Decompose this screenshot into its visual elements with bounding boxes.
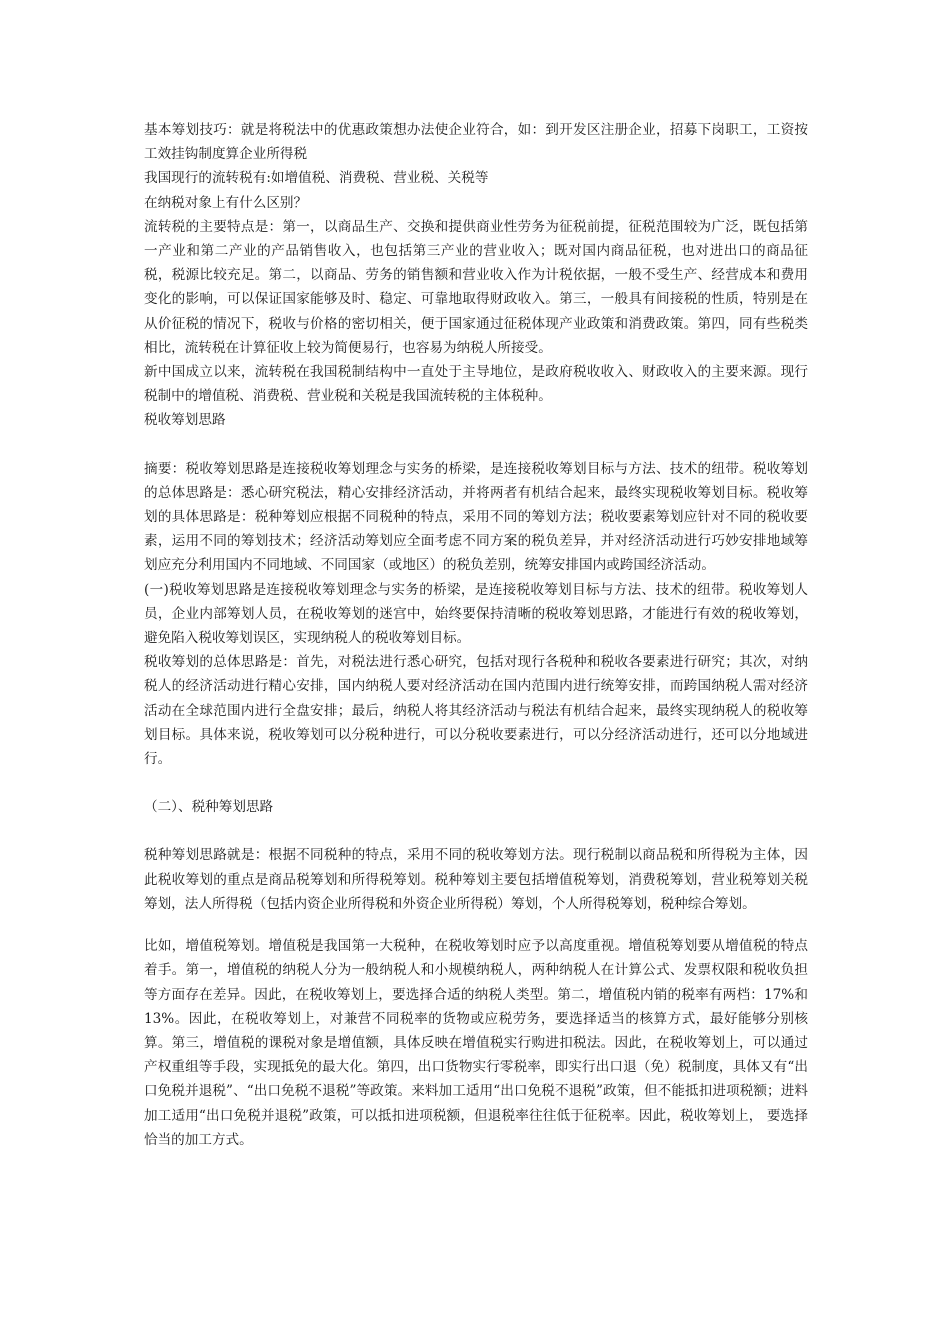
spacer bbox=[144, 819, 808, 843]
spacer bbox=[144, 771, 808, 795]
paragraph-question: 在纳税对象上有什么区别？ bbox=[144, 194, 308, 211]
spacer bbox=[144, 916, 808, 934]
spacer bbox=[144, 433, 808, 457]
paragraph-turnover-taxes: 我国现行的流转税有:如增值税、消费税、营业税、关税等 bbox=[144, 170, 489, 187]
paragraph-basic-techniques: 基本筹划技巧：就是将税法中的优惠政策想办法使企业符合，如：到开发区注册企业，招募下岗职工，工资按工效挂钩制度算企业所得税 bbox=[144, 122, 808, 163]
paragraph-overall-approach: 税收筹划的总体思路是：首先，对税法进行悉心研究，包括对现行各税种和税收各要素进行研究；其次，对纳税人的经济活动进行精心安排，国内纳税人要对经济活动在国内范围内进行统筹安排，而跨国纳税人需对经济活动在全球范围内进行全盘安排；最后，纳税人将其经济活动与税法有机结合起来，最终实现纳税人的税收筹划目标。具体来说，税收筹划可以分税种进行，可以分税收要素进行，可以分经济活动进行，还可以分地域进行。 bbox=[144, 654, 808, 768]
paragraph-abstract: 摘要：税收筹划思路是连接税收筹划理念与实务的桥梁，是连接税收筹划目标与方法、技术的纽带。税收筹划的总体思路是：悉心研究税法，精心安排经济活动，并将两者有机结合起来，最终实现税收筹划目标。税收筹划的具体思路是：税种筹划应根据不同税种的特点，采用不同的筹划方法；税收要素筹划应针对不同的税收要素，运用不同的筹划技术；经济活动筹划应全面考虑不同方案的税负差异，并对经济活动进行巧妙安排地域筹划应充分利用国内不同地域、不同国家（或地区）的税负差别，统筹安排国内或跨国经济活动。 bbox=[144, 460, 808, 574]
paragraph-section-one: (一)税收筹划思路是连接税收筹划理念与实务的桥梁，是连接税收筹划目标与方法、技术的纽带。税收筹划人员，企业内部筹划人员，在税收筹划的迷宫中，始终要保持清晰的税收筹划思路，才能进行有效的税收筹划，避免陷入税收筹划误区，实现纳税人的税收筹划目标。 bbox=[144, 581, 808, 647]
paragraph-vat-planning: 比如，增值税筹划。增值税是我国第一大税种，在税收筹划时应予以高度重视。增值税筹划要从增值税的特点着手。第一，增值税的纳税人分为一般纳税人和小规模纳税人，两种纳税人在计算公式、发票权限和税收负担等方面存在差异。因此，在税收筹划上，要选择合适的纳税人类型。第二，增值税内销的税率有两档：17%和 13%。因此，在税收筹划上，对兼营不同税率的货物或应税劳务，要选择适当的核算方式，最好能够分别核算。第三，增值税的课税对象是增值额，具体反映在增值税实行购进扣税法。因此，在税收筹划上，可以通过产权重组等手段，实现抵免的最大化。第四，出口货物实行零税率，即实行出口退（免）税制度，具体又有“出口免税并退税”、“出口免税不退税”等政策。来料加工适用“出口免税不退税”政策，但不能抵扣进项税额；进料加工适用“出口免税并退税”政策，可以抵扣进项税额，但退税率往往低于征税率。因此，税收筹划上， 要选择恰当的加工方式。 bbox=[144, 938, 808, 1148]
section-heading-planning-ideas: 税收筹划思路 bbox=[144, 412, 226, 429]
document-body bbox=[144, 118, 808, 1152]
paragraph-tax-type-planning: 税种筹划思路就是：根据不同税种的特点，采用不同的税收筹划方法。现行税制以商品税和所得税为主体，因此税收筹划的重点是商品税筹划和所得税筹划。税种筹划主要包括增值税筹划，消费税筹划，营业税筹划关税筹划，法人所得税（包括内资企业所得税和外资企业所得税）筹划，个人所得税筹划，税种综合筹划。 bbox=[144, 847, 808, 912]
paragraph-turnover-history: 新中国成立以来，流转税在我国税制结构中一直处于主导地位，是政府税收收入、财政收入的主要来源。现行税制中的增值税、消费税、营业税和关税是我国流转税的主体税种。 bbox=[144, 364, 808, 405]
paragraph-turnover-features: 流转税的主要特点是：第一，以商品生产、交换和提供商业性劳务为征税前提，征税范围较为广泛，既包括第一产业和第二产业的产品销售收入，也包括第三产业的营业收入；既对国内商品征税，也对进出口的商品征税，税源比较充足。第二，以商品、劳务的销售额和营业收入作为计税依据，一般不受生产、经营成本和费用变化的影响，可以保证国家能够及时、稳定、可靠地取得财政收入。第三，一般具有间接税的性质，特别是在从价征税的情况下，税收与价格的密切相关，便于国家通过征税体现产业政策和消费政策。第四，同有些税类相比，流转税在计算征收上较为简便易行，也容易为纳税人所接受。 bbox=[144, 218, 808, 356]
section-heading-tax-type-planning: （二）、税种筹划思路 bbox=[144, 799, 274, 816]
